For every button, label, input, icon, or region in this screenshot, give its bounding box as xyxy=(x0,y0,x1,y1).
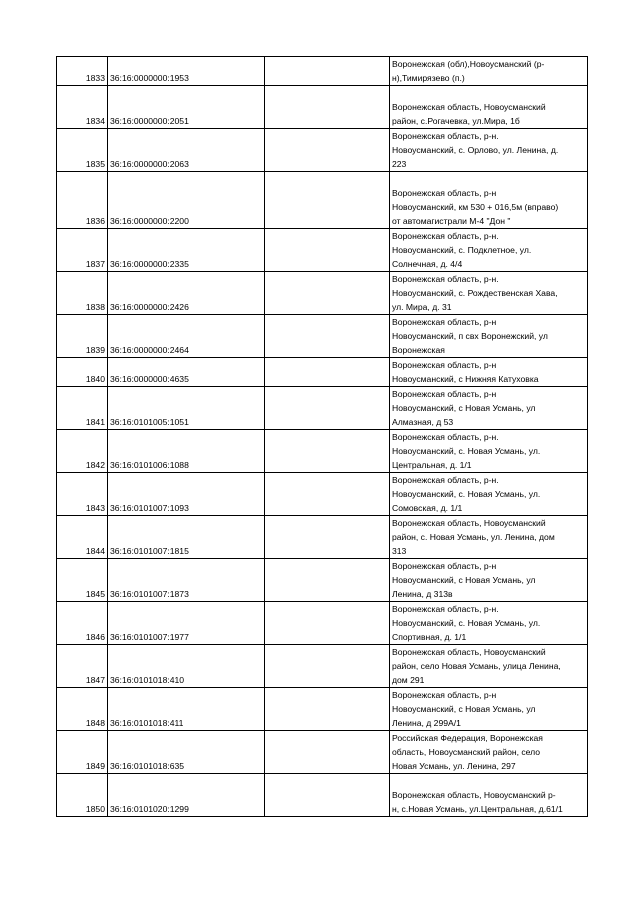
address-line: Новая Усмань, ул. Ленина, 297 xyxy=(392,761,516,771)
table-row xyxy=(57,86,588,129)
address-line: Воронежская область, р-н. xyxy=(392,604,499,614)
cadastral-number: 36:16:0000000:2051 xyxy=(108,86,265,129)
address-line: Алмазная, д 53 xyxy=(392,417,454,427)
table-row xyxy=(57,172,588,229)
address-cell xyxy=(390,129,588,172)
cadastral-number: 36:16:0101007:1873 xyxy=(108,559,265,602)
table-row xyxy=(57,688,588,731)
address-line: Новоусманский, с. Новая Усмань, ул. xyxy=(392,489,541,499)
cadastral-number: 36:16:0101018:410 xyxy=(108,645,265,688)
empty-cell xyxy=(265,602,390,645)
address-line: Воронежская область, р-н xyxy=(392,360,497,370)
address-cell xyxy=(390,559,588,602)
empty-cell xyxy=(265,559,390,602)
address-line: Воронежская область, р-н xyxy=(392,561,497,571)
address-line: Воронежская область, р-н. xyxy=(392,475,499,485)
table-row xyxy=(57,645,588,688)
table-row xyxy=(57,129,588,172)
cadastral-number: 36:16:0101020:1299 xyxy=(108,774,265,817)
row-number: 1839 xyxy=(57,315,108,358)
cadastral-number: 36:16:0000000:2464 xyxy=(108,315,265,358)
row-number: 1846 xyxy=(57,602,108,645)
address-line: Новоусманский, с. Рождественская Хава, xyxy=(392,288,558,298)
address-line: н),Тимирязево (п.) xyxy=(392,73,465,83)
row-number: 1844 xyxy=(57,516,108,559)
address-line xyxy=(392,774,585,788)
address-line: Новоусманский, с. Новая Усмань, ул. xyxy=(392,446,541,456)
cadastral-number: 36:16:0000000:4635 xyxy=(108,358,265,387)
address-line: Воронежская область, р-н xyxy=(392,389,497,399)
table-row xyxy=(57,774,588,817)
table-row xyxy=(57,57,588,86)
row-number: 1840 xyxy=(57,358,108,387)
cadastral-number: 36:16:0000000:2335 xyxy=(108,229,265,272)
address-cell xyxy=(390,473,588,516)
table-row xyxy=(57,387,588,430)
address-line: Новоусманский, с Новая Усмань, ул xyxy=(392,575,536,585)
address-cell xyxy=(390,731,588,774)
address-line: Ленина, д 299А/1 xyxy=(392,718,461,728)
table-row xyxy=(57,430,588,473)
row-number: 1850 xyxy=(57,774,108,817)
row-number: 1836 xyxy=(57,172,108,229)
row-number: 1835 xyxy=(57,129,108,172)
address-line: Новоусманский, км 530 + 016,5м (вправо) xyxy=(392,202,559,212)
empty-cell xyxy=(265,86,390,129)
address-line: Воронежская (обл),Новоусманский (р- xyxy=(392,59,545,69)
table-row xyxy=(57,315,588,358)
table-row xyxy=(57,559,588,602)
address-line: Воронежская область, р-н. xyxy=(392,432,499,442)
cadastral-number: 36:16:0101007:1977 xyxy=(108,602,265,645)
table-row xyxy=(57,473,588,516)
address-line: Новоусманский, с Новая Усмань, ул xyxy=(392,403,536,413)
empty-cell xyxy=(265,774,390,817)
address-line: Новоусманский, п свх Воронежский, ул xyxy=(392,331,548,341)
address-cell xyxy=(390,430,588,473)
row-number: 1841 xyxy=(57,387,108,430)
address-line: Российская Федерация, Воронежская xyxy=(392,733,543,743)
empty-cell xyxy=(265,430,390,473)
address-line: 313 xyxy=(392,546,407,556)
address-line: Сомовская, д. 1/1 xyxy=(392,503,463,513)
empty-cell xyxy=(265,172,390,229)
address-line: Воронежская область, р-н. xyxy=(392,231,499,241)
address-line: Спортивная, д. 1/1 xyxy=(392,632,467,642)
row-number: 1837 xyxy=(57,229,108,272)
address-line: Новоусманский, с Нижняя Катуховка xyxy=(392,374,539,384)
address-line: Воронежская область, р-н xyxy=(392,317,497,327)
address-line: Воронежская xyxy=(392,345,445,355)
address-line: Воронежская область, Новоусманский xyxy=(392,102,546,112)
address-line: Солнечная, д. 4/4 xyxy=(392,259,463,269)
row-number: 1834 xyxy=(57,86,108,129)
cadastral-number: 36:16:0000000:2200 xyxy=(108,172,265,229)
table-row xyxy=(57,731,588,774)
address-cell xyxy=(390,516,588,559)
empty-cell xyxy=(265,516,390,559)
address-cell xyxy=(390,315,588,358)
address-cell xyxy=(390,602,588,645)
address-line: Ленина, д 313в xyxy=(392,589,453,599)
address-line: Воронежская область, р-н. xyxy=(392,131,499,141)
table-row xyxy=(57,358,588,387)
table-row xyxy=(57,516,588,559)
empty-cell xyxy=(265,688,390,731)
address-line: область, Новоусманский район, село xyxy=(392,747,541,757)
empty-cell xyxy=(265,129,390,172)
cadastral-number: 36:16:0000000:2426 xyxy=(108,272,265,315)
row-number: 1849 xyxy=(57,731,108,774)
address-cell xyxy=(390,645,588,688)
address-line: Воронежская область, р-н. xyxy=(392,274,499,284)
address-cell xyxy=(390,272,588,315)
address-line: район, село Новая Усмань, улица Ленина, xyxy=(392,661,561,671)
cadastral-number: 36:16:0101005:1051 xyxy=(108,387,265,430)
cadastral-number: 36:16:0101006:1088 xyxy=(108,430,265,473)
address-line: Воронежская область, Новоусманский р- xyxy=(392,790,556,800)
table-row xyxy=(57,272,588,315)
address-line: Центральная, д. 1/1 xyxy=(392,460,472,470)
row-number: 1842 xyxy=(57,430,108,473)
address-line: район, с.Рогачевка, ул.Мира, 1б xyxy=(392,116,520,126)
address-cell xyxy=(390,387,588,430)
row-number: 1833 xyxy=(57,57,108,86)
address-cell xyxy=(390,774,588,817)
empty-cell xyxy=(265,229,390,272)
address-line: Воронежская область, Новоусманский xyxy=(392,647,546,657)
address-line: Воронежская область, р-н xyxy=(392,188,497,198)
cadastral-number: 36:16:0101018:635 xyxy=(108,731,265,774)
cadastral-number: 36:16:0101007:1093 xyxy=(108,473,265,516)
address-cell xyxy=(390,229,588,272)
row-number: 1843 xyxy=(57,473,108,516)
address-cell xyxy=(390,172,588,229)
table-row xyxy=(57,602,588,645)
row-number: 1848 xyxy=(57,688,108,731)
address-line xyxy=(392,172,585,186)
cadastral-number: 36:16:0000000:1953 xyxy=(108,57,265,86)
address-line: Воронежская область, Новоусманский xyxy=(392,518,546,528)
empty-cell xyxy=(265,315,390,358)
cadastral-number: 36:16:0101007:1815 xyxy=(108,516,265,559)
cadastral-number: 36:16:0000000:2063 xyxy=(108,129,265,172)
address-line: Воронежская область, р-н xyxy=(392,690,497,700)
empty-cell xyxy=(265,731,390,774)
records-table xyxy=(56,56,588,817)
address-cell xyxy=(390,688,588,731)
address-line: дом 291 xyxy=(392,675,425,685)
empty-cell xyxy=(265,272,390,315)
row-number: 1847 xyxy=(57,645,108,688)
address-line: район, с. Новая Усмань, ул. Ленина, дом xyxy=(392,532,555,542)
address-cell xyxy=(390,57,588,86)
address-line: Новоусманский, с. Орлово, ул. Ленина, д. xyxy=(392,145,559,155)
empty-cell xyxy=(265,387,390,430)
address-line: ул. Мира, д. 31 xyxy=(392,302,452,312)
records-table-body xyxy=(57,57,588,817)
address-line xyxy=(392,86,585,100)
table-row xyxy=(57,229,588,272)
row-number: 1845 xyxy=(57,559,108,602)
cadastral-number: 36:16:0101018:411 xyxy=(108,688,265,731)
empty-cell xyxy=(265,645,390,688)
empty-cell xyxy=(265,57,390,86)
address-line: Новоусманский, с. Новая Усмань, ул. xyxy=(392,618,541,628)
address-line: н, с.Новая Усмань, ул.Центральная, д.61/1 xyxy=(392,804,563,814)
address-cell xyxy=(390,86,588,129)
address-line: 223 xyxy=(392,159,407,169)
row-number: 1838 xyxy=(57,272,108,315)
empty-cell xyxy=(265,473,390,516)
address-line: Новоусманский, с. Подклетное, ул. xyxy=(392,245,532,255)
address-line: Новоусманский, с Новая Усмань, ул xyxy=(392,704,536,714)
empty-cell xyxy=(265,358,390,387)
address-line: от автомагистрали М-4 "Дон " xyxy=(392,216,511,226)
address-cell xyxy=(390,358,588,387)
